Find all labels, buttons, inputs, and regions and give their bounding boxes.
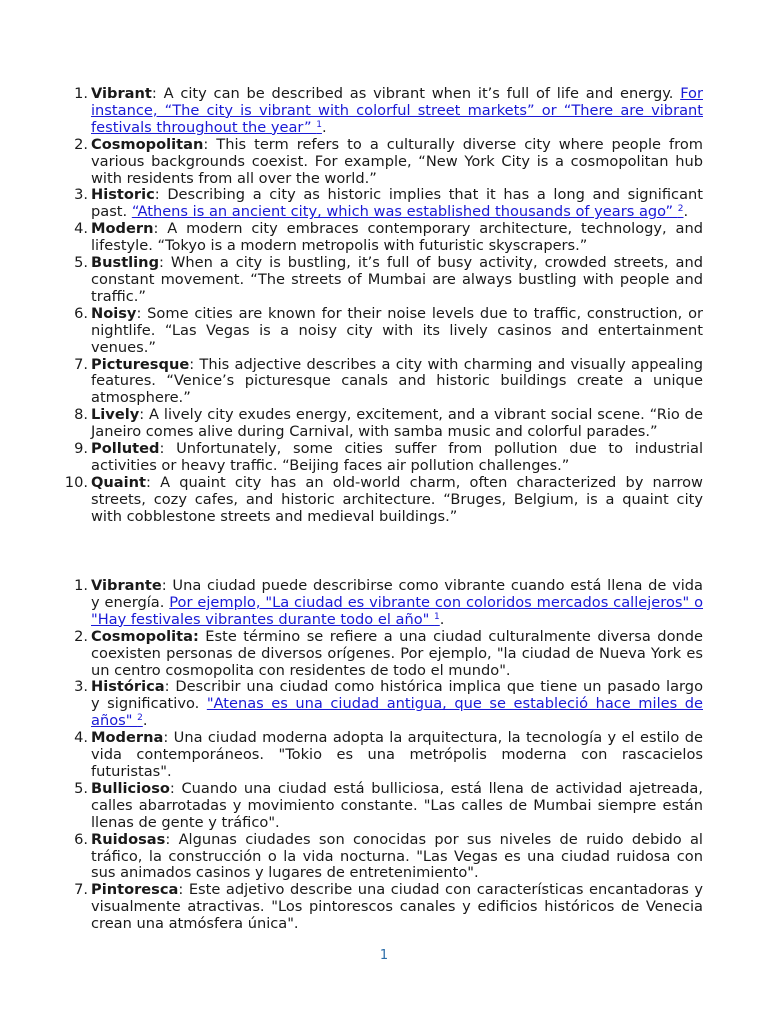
example-link[interactable]: Por ejemplo, "La ciudad es vibrante con coloridos mercados callejeros" o "Hay festivales vibrantes durante todo el año" $^1$ [91,593,704,628]
item-term: Ruidosas [91,830,166,848]
item-text: : Una ciudad moderna adopta la arquitectura, la tecnología y el estilo de vida contemporáneos. "Tokio es una metrópolis moderna con rascacielos futuristas". [91,729,703,780]
item-text: Este término se refiere a una ciudad culturalmente diversa donde coexisten personas de diversos orígenes. Por ejemplo, "la ciudad de Nueva York es un centro cosmopolita con residentes de todo el mundo". [91,627,703,679]
list-item [58,255,703,306]
list-item: 3 . Histórica: Describir una ciudad como histórica implica que tiene un pasado largo y significativo. "Atenas es una ciudad antigua, que se estableció hace miles de años" $^2$. [58,679,703,730]
item-term: Picturesque [91,355,190,373]
item-text: : Algunas ciudades son conocidas por sus niveles de ruido debido al tráfico, la construcción o la vida nocturna. "Las Vegas es una ciudad ruidosa con sus animados casinos y lugares de entretenimiento". [91,830,703,882]
item-term: Modern [91,220,154,238]
item-term: Histórica [91,678,165,696]
list-item: 1 . Vibrant: A city can be described as vibrant when it’s full of life and energy. For instance, “The city is vibrant with colorful street markets” or “There are vibrant festivals throughout the year” $^1$. [58,86,703,137]
item-term: Moderna [91,729,164,747]
item-number: 6 . [58,832,88,849]
list-item: 1 . Vibrante: Una ciudad puede describirse como vibrante cuando está llena de vida y energía. Por ejemplo, "La ciudad es vibrante con coloridos mercados callejeros" o "Hay festivales vibrantes durante todo el año" $^1$. [58,578,703,629]
item-term: Vibrante [91,577,162,594]
item-number: 3 . [58,187,88,204]
item-term: Vibrant [91,85,152,102]
list-item [58,306,703,357]
item-number: 10 . [58,475,88,492]
list-item [58,781,703,832]
list-item [58,730,703,781]
item-term: Cosmopolita: [91,627,199,645]
item-text: : Este adjetivo describe una ciudad con características encantadoras y visualmente atractivas. "Los pintorescos canales y edificios históricos de Venecia crean una atmósfera única". [91,881,703,933]
footnote-ref[interactable]: 2 [137,713,143,724]
item-text: : Describing a city as historic implies that it has a long and significant past. [91,186,703,221]
list-item [58,137,703,188]
item-term: Quaint [91,473,147,491]
item-term: Bustling [91,254,160,272]
english-adjective-list [58,86,703,526]
item-term: Polluted [91,440,160,458]
list-item [58,407,703,441]
item-number: 7 . [58,882,88,899]
list-item [58,629,703,680]
item-number: 3 . [58,679,88,696]
item-text: : A lively city exudes energy, excitement, and a vibrant social scene. “Rio de Janeiro comes alive during Carnival, with samba music and colorful parades.” [91,406,703,441]
list-item [58,475,703,526]
example-link[interactable]: "Atenas es una ciudad antigua, que se estableció hace miles de años" $^2$ [91,695,703,730]
item-term: Bullicioso [91,779,170,797]
item-text: : Cuando una ciudad está bulliciosa, está llena de actividad ajetreada, calles abarrotadas y movimiento constante. "Las calles de Mumbai siempre están llenas de gente y tráfico". [91,779,703,831]
example-link[interactable]: “Athens is an ancient city, which was established thousands of years ago” $^2$ [131,203,684,221]
footnote-ref[interactable]: 2 [677,204,684,215]
item-term: Historic [91,186,155,204]
item-number: 7 . [58,357,88,374]
item-number: 2 . [58,137,88,154]
item-term: Cosmopolitan [91,135,204,153]
item-number: 8 . [58,407,88,424]
item-number: 6 . [58,306,88,323]
item-text: : This adjective describes a city with charming and visually appealing features. “Venice’s picturesque canals and historic buildings create a unique atmosphere.” [91,355,703,407]
item-text: : When a city is bustling, it’s full of busy activity, crowded streets, and constant movement. “The streets of Mumbai are always bustling with people and traffic.” [91,254,703,305]
list-item [58,882,703,933]
example-link[interactable]: For instance, “The city is vibrant with colorful street markets” or “There are vibrant festivals throughout the year” $^1$ [91,85,703,136]
list-item [58,832,703,883]
item-number: 5 . [58,781,88,798]
item-text: : Unfortunately, some cities suffer from pollution due to industrial activities or heavy traffic. “Beijing faces air pollution challenges.” [91,440,703,474]
item-number: 5 . [58,255,88,272]
item-number: 4 . [58,730,88,747]
list-item [58,221,703,255]
item-text: : A city can be described as vibrant when it’s full of life and energy. [151,85,681,102]
item-text: : Una ciudad puede describirse como vibrante cuando está llena de vida y energía. [91,577,703,611]
item-number: 4 . [58,221,88,238]
spanish-adjective-list [58,578,703,933]
item-text: : A quaint city has an old-world charm, often characterized by narrow streets, cozy cafes, and historic architecture. “Bruges, Belgium, is a quaint city with cobblestone streets and medieval buildings.” [91,473,703,525]
item-text: : Some cities are known for their noise levels due to traffic, construction, or nightlife. “Las Vegas is a noisy city with its lively casinos and entertainment venues.” [91,304,703,356]
item-term: Pintoresca [91,881,179,899]
item-text: : A modern city embraces contemporary architecture, technology, and lifestyle. “Tokyo is a modern metropolis with futuristic skyscrapers.” [91,220,703,255]
item-number: 2 . [58,629,88,646]
item-number: 1 . [58,86,88,103]
footnote-ref[interactable]: 1 [316,119,322,130]
footnote-ref[interactable]: 1 [434,611,440,622]
item-text: : This term refers to a culturally diverse city where people from various backgrounds coexist. For example, “New York City is a cosmopolitan hub with residents from all over the world.” [91,135,703,187]
item-text: : Describir una ciudad como histórica implica que tiene un pasado largo y significativo. [91,678,703,713]
item-number: 1 . [58,578,88,595]
item-number: 9 . [58,441,88,458]
page-number: 1 [379,948,389,963]
item-term: Lively [91,406,140,424]
item-term: Noisy [91,304,137,322]
list-item [58,357,703,408]
list-item: 3 . Historic: Describing a city as historic implies that it has a long and significant past. “Athens is an ancient city, which was established thousands of years ago” $^2$. [58,187,703,221]
list-item [58,441,703,475]
